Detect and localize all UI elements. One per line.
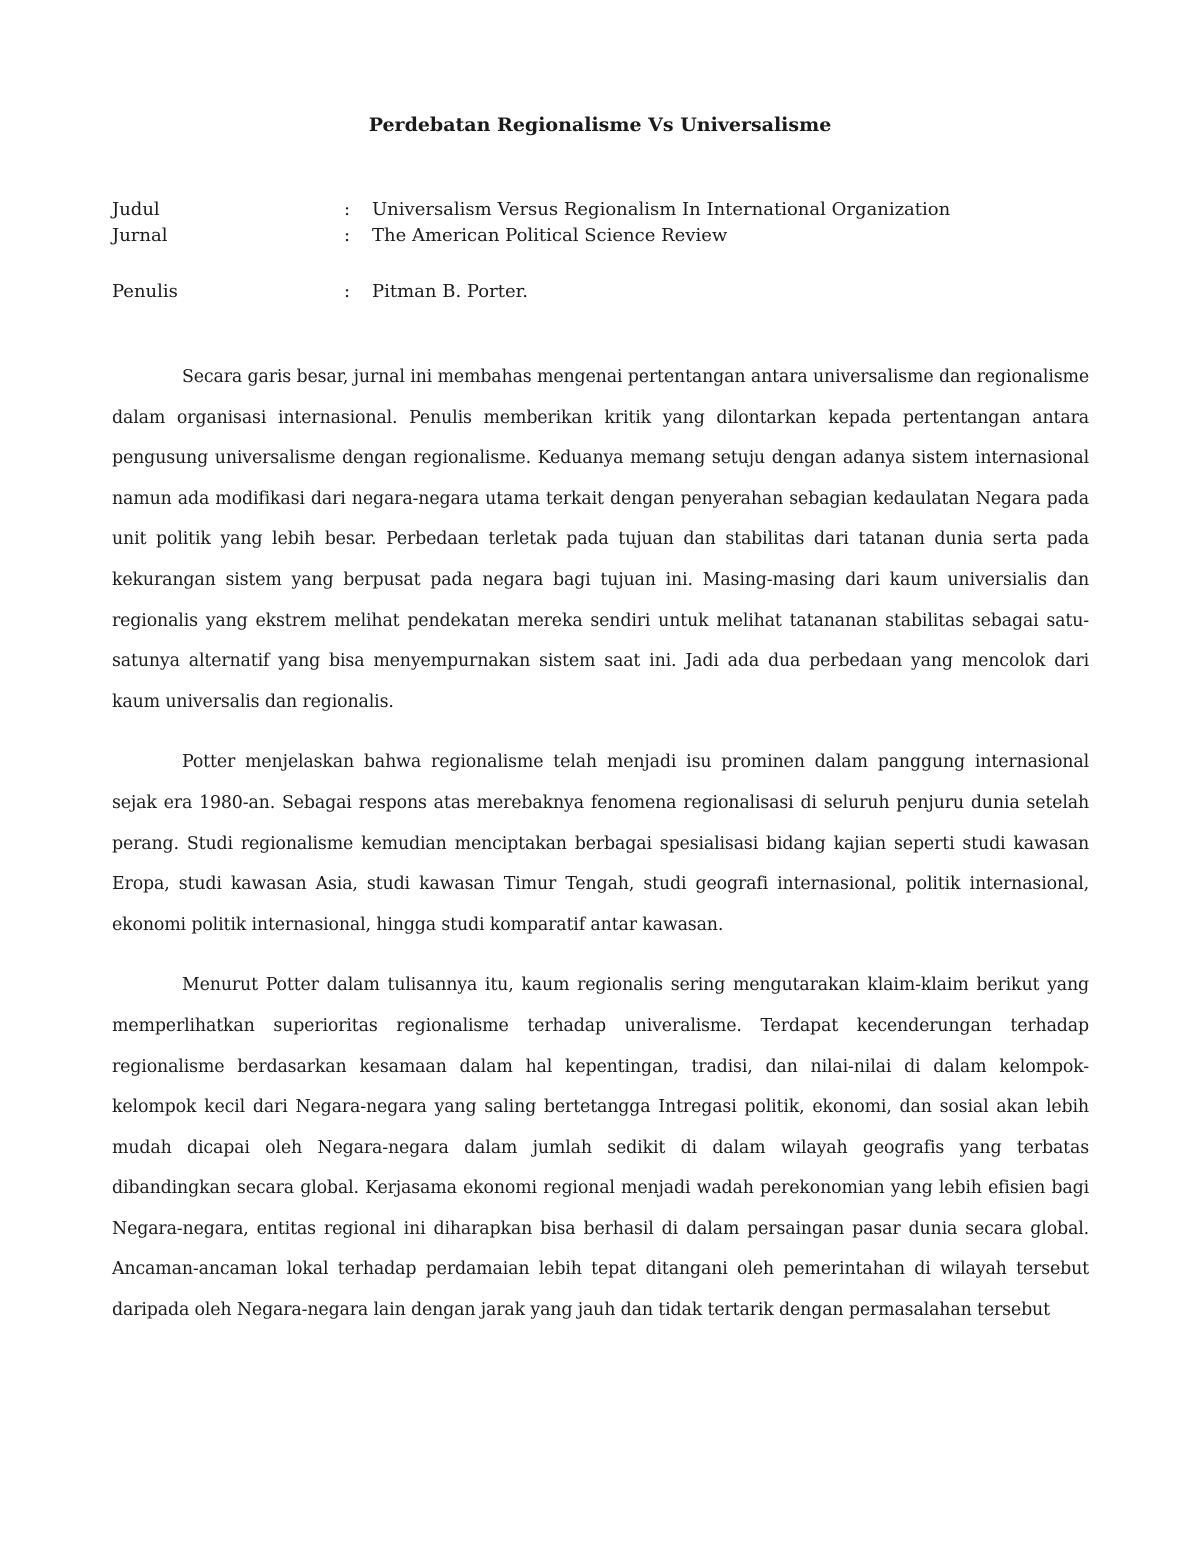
meta-value: The American Political Science Review [372, 225, 728, 246]
meta-value: Pitman B. Porter. [372, 281, 528, 302]
meta-value: Universalism Versus Regionalism In International Organization [372, 199, 951, 220]
metadata-block [112, 197, 1092, 305]
body-text [112, 357, 1089, 1351]
meta-separator: : [344, 225, 351, 246]
meta-row-author [112, 279, 1092, 305]
meta-label: Jurnal [112, 225, 168, 246]
meta-separator: : [344, 199, 351, 220]
document-title: Perdebatan Regionalisme Vs Universalisme [368, 114, 832, 136]
meta-label: Penulis [112, 281, 178, 302]
meta-row-title [112, 197, 1092, 223]
meta-label: Judul [112, 199, 160, 220]
meta-separator: : [344, 281, 351, 302]
paragraph-1: Secara garis besar, jurnal ini membahas mengenai pertentangan antara universalisme dan regionalisme dalam organisasi internasional. Penulis memberikan kritik yang dilontarkan kepada pertentangan antara pengusung universalisme dengan regionalisme. Keduanya memang setuju dengan adanya sistem internasional namun ada modifikasi dari negara-negara utama terkait dengan penyerahan sebagian kedaulatan Negara pada unit politik yang lebih besar. Perbedaan terletak pada tujuan dan stabilitas dari tatanan dunia serta pada kekurangan sistem yang berpusat pada negara bagi tujuan ini. Masing-masing dari kaum universialis dan regionalis yang ekstrem melihat pendekatan mereka sendiri untuk melihat tatananan stabilitas sebagai satu-satunya alternatif yang bisa menyempurnakan sistem saat ini. Jadi ada dua perbedaan yang mencolok dari kaum universalis dan regionalis. [112, 367, 1089, 712]
paragraph-3: Menurut Potter dalam tulisannya itu, kaum regionalis sering mengutarakan klaim-klaim berikut yang memperlihatkan superioritas regionalisme terhadap univeralisme. Terdapat kecenderungan terhadap regionalisme berdasarkan kesamaan dalam hal kepentingan, tradisi, dan nilai-nilai di dalam kelompok-kelompok kecil dari Negara-negara yang saling bertetangga Intregasi politik, ekonomi, dan sosial akan lebih mudah dicapai oleh Negara-negara dalam jumlah sedikit di dalam wilayah geografis yang terbatas dibandingkan secara global. Kerjasama ekonomi regional menjadi wadah perekonomian yang lebih efisien bagi Negara-negara, entitas regional ini diharapkan bisa berhasil di dalam persaingan pasar dunia secara global. Ancaman-ancaman lokal terhadap perdamaian lebih tepat ditangani oleh pemerintahan di wilayah tersebut daripada oleh Negara-negara lain dengan jarak yang jauh dan tidak tertarik dengan permasalahan tersebut [112, 975, 1089, 1321]
paragraph-2: Potter menjelaskan bahwa regionalisme telah menjadi isu prominen dalam panggung internasional sejak era 1980-an. Sebagai respons atas merebaknya fenomena regionalisasi di seluruh penjuru dunia setelah perang. Studi regionalisme kemudian menciptakan berbagai spesialisasi bidang kajian seperti studi kawasan Eropa, studi kawasan Asia, studi kawasan Timur Tengah, studi geografi internasional, politik internasional, ekonomi politik internasional, hingga studi komparatif antar kawasan. [112, 752, 1089, 935]
meta-row-journal [112, 223, 1092, 249]
